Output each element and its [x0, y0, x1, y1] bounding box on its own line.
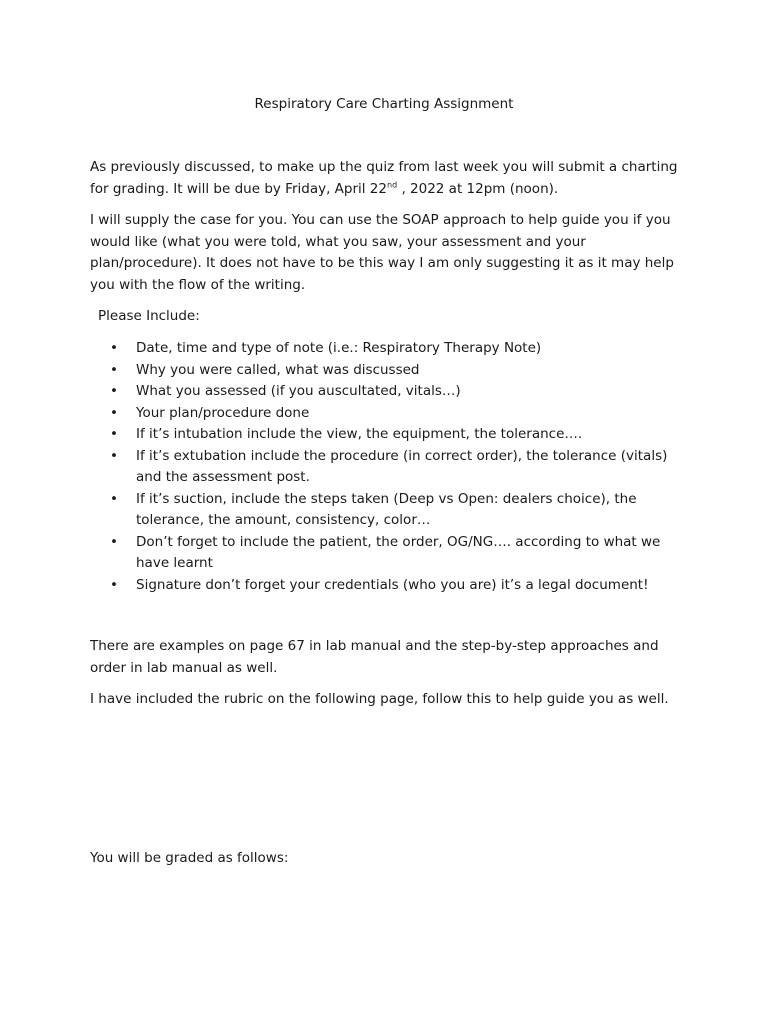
requirements-list [110, 338, 690, 596]
intro-text-end: , 2022 at 12pm (noon). [397, 180, 559, 197]
list-item: • Don’t forget to include the patient, the order, OG/NG…. according to what we have learnt [110, 532, 690, 575]
case-paragraph: I will supply the case for you. You can use the SOAP approach to help guide you if you would like (what you were told, what you saw, your assessment and your plan/procedure). It does not have to be this way I am only suggesting it as it may help you with the flow of the writing. [90, 212, 674, 293]
examples-paragraph: There are examples on page 67 in lab manual and the step-by-step approaches and order in lab manual as well. [90, 638, 659, 676]
rubric-paragraph: I have included the rubric on the following page, follow this to help guide you as well. [90, 691, 669, 707]
intro-paragraph [90, 157, 690, 200]
list-item: • If it’s suction, include the steps taken (Deep vs Open: dealers choice), the tolerance, the amount, consistency, color… [110, 489, 690, 532]
list-item: • Date, time and type of note (i.e.: Respiratory Therapy Note) [110, 338, 690, 360]
intro-text: As previously discussed, to make up the quiz from last week you will submit a charting for grading. It will be due by Friday, April 22 [90, 159, 678, 197]
list-item: • If it’s extubation include the procedure (in correct order), the tolerance (vitals) and the assessment post. [110, 446, 690, 489]
graded-label: You will be graded as follows: [90, 850, 289, 866]
list-item: • What you assessed (if you auscultated, vitals…) [110, 381, 690, 403]
list-item: • Signature don’t forget your credentials (who you are) it’s a legal document! [110, 575, 690, 597]
list-item: • Why you were called, what was discussed [110, 360, 690, 382]
include-label: Please Include: [98, 308, 200, 324]
date-ordinal-suffix: nd [387, 180, 398, 189]
list-item: • Your plan/procedure done [110, 403, 690, 425]
document-title: Respiratory Care Charting Assignment [254, 96, 514, 112]
list-item: • If it’s intubation include the view, the equipment, the tolerance…. [110, 424, 690, 446]
